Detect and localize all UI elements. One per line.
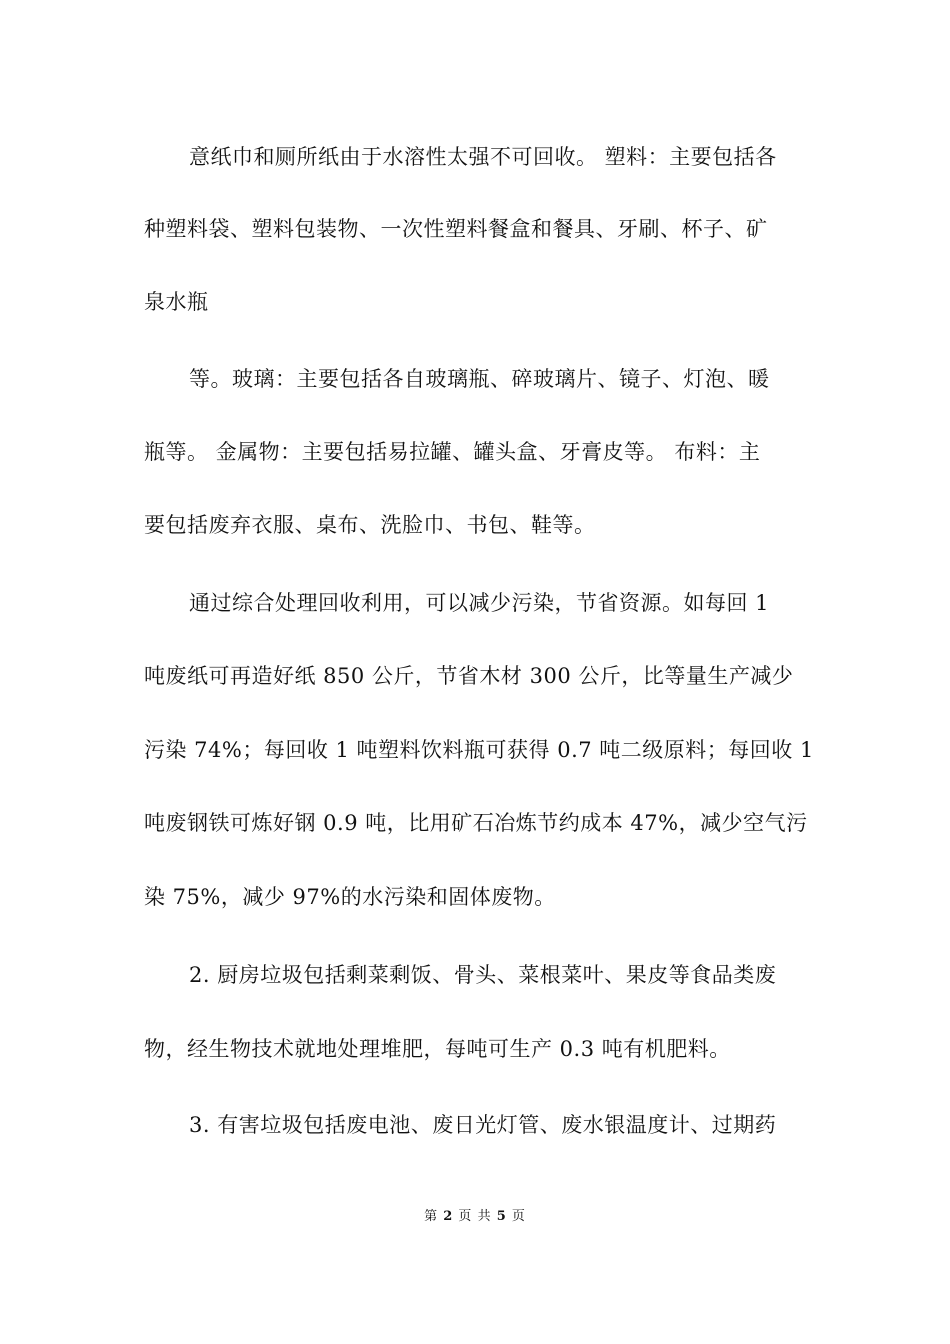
text-line: 吨废钢铁可炼好钢 0.9 吨，比用矿石冶炼节约成本 47%，减少空气污 <box>144 811 808 835</box>
text-line: 等。玻璃：主要包括各自玻璃瓶、碎玻璃片、镜子、灯泡、暖 <box>189 367 770 391</box>
text-line: 3. 有害垃圾包括废电池、废日光灯管、废水银温度计、过期药 <box>189 1113 777 1137</box>
text-line: 物，经生物技术就地处理堆肥，每吨可生产 0.3 吨有机肥料。 <box>144 1037 731 1061</box>
text-line: 污染 74%；每回收 1 吨塑料饮料瓶可获得 0.7 吨二级原料；每回收 1 <box>144 738 814 762</box>
text-line: 意纸巾和厕所纸由于水溶性太强不可回收。 塑料：主要包括各 <box>189 145 777 169</box>
text-line: 要包括废弃衣服、桌布、洗脸巾、书包、鞋等。 <box>144 513 596 537</box>
footer-prefix: 第 <box>424 1209 439 1224</box>
footer-total-pages: 5 <box>496 1209 507 1224</box>
footer-suffix: 页 <box>511 1209 526 1224</box>
text-line: 瓶等。 金属物：主要包括易拉罐、罐头盒、牙膏皮等。 布料：主 <box>144 440 761 464</box>
text-line: 泉水瓶 <box>144 290 209 314</box>
text-line: 通过综合处理回收利用，可以减少污染，节省资源。如每回 1 <box>189 591 770 615</box>
footer-current-page: 2 <box>443 1209 454 1224</box>
text-line: 种塑料袋、塑料包装物、一次性塑料餐盒和餐具、牙刷、杯子、矿 <box>144 217 768 241</box>
footer-page-word: 页 <box>458 1209 473 1224</box>
text-line: 2. 厨房垃圾包括剩菜剩饭、骨头、菜根菜叶、果皮等食品类废 <box>189 963 777 987</box>
text-line: 吨废纸可再造好纸 850 公斤，节省木材 300 公斤，比等量生产减少 <box>144 664 794 688</box>
page-footer <box>0 1208 950 1226</box>
text-line: 染 75%，减少 97%的水污染和固体废物。 <box>144 885 556 909</box>
footer-total-word: 共 <box>477 1209 492 1224</box>
